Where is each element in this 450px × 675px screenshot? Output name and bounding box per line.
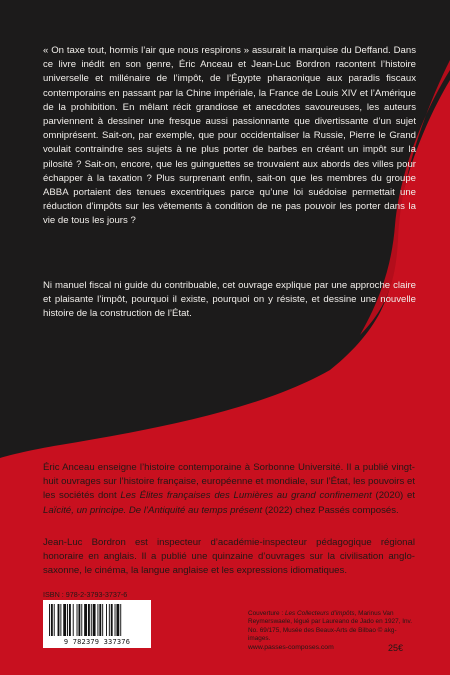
barcode-bar [67,604,68,636]
barcode-bar [91,604,92,636]
barcode-bar [84,604,87,636]
barcode [43,600,151,648]
price-label: 25€ [388,643,404,653]
barcode-bar [49,604,50,636]
barcode-bar [77,604,78,636]
barcode-bar [73,604,74,636]
cover-credits [248,610,418,644]
barcode-bar [63,604,66,636]
barcode-bar [109,604,110,636]
barcode-bar [88,604,90,636]
bio-anceau-text-3: (2022) chez Passés composés. [262,504,399,516]
barcode-bar [111,604,113,636]
barcode-bar [81,604,82,636]
barcode-bar [60,604,61,636]
bio-anceau-text-2: (2020) et [371,490,415,502]
barcode-bar [106,604,107,636]
bio-anceau-text-1: Éric Anceau enseigne l’histoire contemporaine à Sorbonne Université. Il a publié vingt-huit ouvrages sur l’histoire française, européenne et mondiale, sur l’État, les pouvoirs et les sociétés dont [43,462,415,502]
book-title-elites: Les Élites françaises des Lumières au grand confinement [120,490,372,502]
main-description [43,44,416,229]
barcode-bar [54,604,55,636]
author-bio-bordron [43,536,415,579]
isbn-label: ISBN : 978-2-3793-3737-6 [43,590,128,599]
book-title-laicite: Laïcité, un principe. De l’Antiquité au temps présent [43,504,263,516]
publisher-website: www.passes-composes.com [248,644,334,651]
bio-bordron-text: Jean-Luc Bordron est inspecteur d’académie-inspecteur pédagogique régional honoraire en anglais. Il a publié une quinzaine d’ouvrages sur la civilisation anglo-saxonne, le cinéma, la langue anglaise et les expressions idiomatiques. [43,537,415,577]
barcode-bar [58,604,60,636]
author-bio-anceau [43,461,415,518]
second-paragraph: Ni manuel fiscal ni guide du contribuable, cet ouvrage explique par une approche claire et plaisante l’impôt, pourquoi il existe, pourquoi on y résiste, et dessine une nouvelle histoire de la construction de l’État. [43,280,416,320]
barcode-bar [99,604,101,636]
barcode-bar [78,604,80,636]
barcode-bar [116,604,119,636]
credits-label: Couverture : [248,610,285,617]
barcode-number: 9 782379 337376 [63,638,131,646]
main-paragraph: « On taxe tout, hormis l’air que nous respirons » assurait la marquise du Deffand. Dans ce livre inédit en son genre, Éric Anceau et Jean-Luc Bordron racontent l’histoire universelle et millénaire de l’impôt, de l’Égypte pharaonique aux paradis fiscaux contemporains en passant par la Chine impériale, la France de Louis XIV et l’Amérique de la prohibition. En mêlant récit grandiose et anecdotes savoureuses, les auteurs parviennent à dessiner une fresque aussi passionnante que divertissante d’un sujet omniprésent. Sait-on, par exemple, que pour occidentaliser la Russie, Pierre le Grand voulait contraindre ses sujets à ne plus porter de barbes en créant un impôt sur la pilosité ? Sait-on, encore, que les guinguettes se trouvaient aux abords des villes pour échapper à la taxation ? Plus surprenant enfin, sait-on que les membres du groupe ABBA portaient des tenues excentriques parce qu’une loi suédoise permettait une réduction d’impôts sur les vêtements à condition de ne pas pouvoir les porter dans la vie de tous les jours ? [43,45,416,227]
barcode-bar [115,604,116,636]
barcode-bar [51,604,53,636]
barcode-bar [93,604,96,636]
barcode-bar [102,604,103,636]
barcode-bar [120,604,121,636]
barcode-bars [47,604,147,636]
credits-details: , Marinus Van Reymerswaele, légué par Laureano de Jado en 1927, Inv. No. 69/175, Musée des Beaux-Arts de Bilbao © akg-images. [248,610,413,643]
secondary-description [43,279,416,322]
credits-artwork-title: Les Collecteurs d’impôts [284,610,355,617]
barcode-bar [69,604,71,636]
barcode-bar [97,604,98,636]
